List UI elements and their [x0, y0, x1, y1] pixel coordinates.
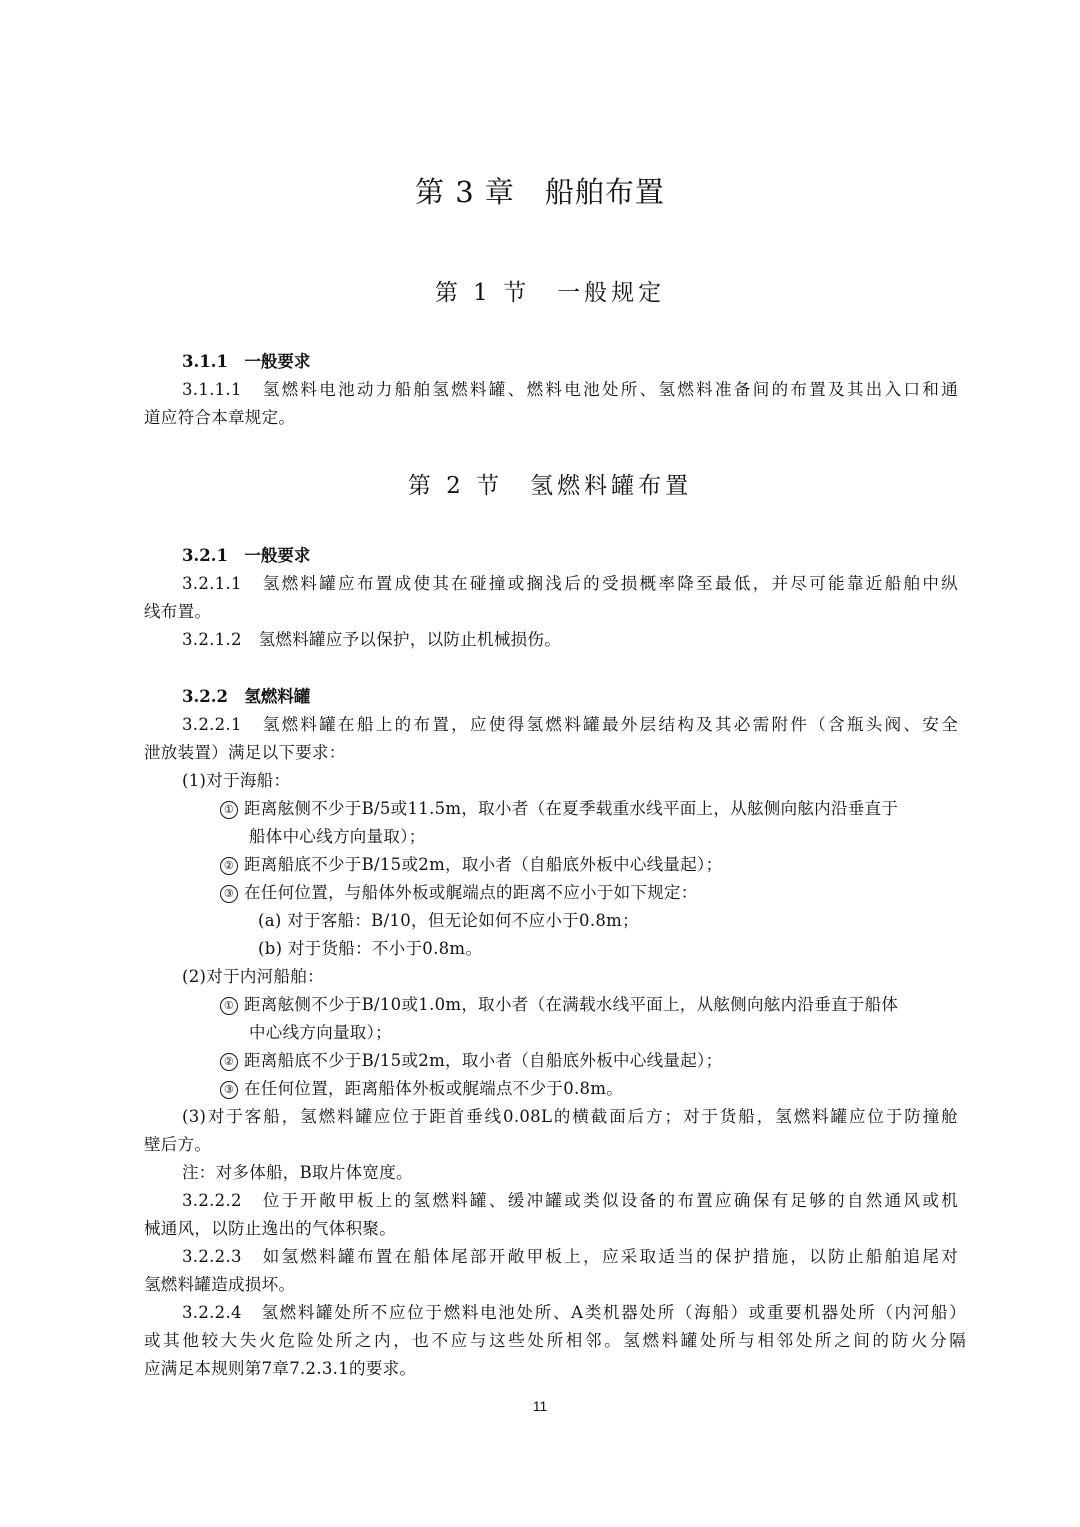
section-1-title: 第 1 节 一般规定	[434, 280, 666, 306]
item-3-line-2: 壁后方。	[144, 1135, 212, 1154]
clause-3-1-1-1-line-2: 道应符合本章规定。	[144, 408, 296, 427]
clause-3-2-2-3-line-1: 3.2.2.3 如氢燃料罐布置在船体尾部开敞甲板上，应采取适当的保护措施，以防止船舶追尾对	[182, 1247, 958, 1266]
circled-number-2: ②	[220, 857, 238, 875]
inland-item-2: ② 距离船底不少于B/15或2m，取小者（自船底外板中心线量起）；	[220, 1047, 722, 1071]
clause-3-2-2-4-line-2: 或其他较大失火危险处所之内，也不应与这些处所相邻。氢燃料罐处所与相邻处所之间的防火分隔	[144, 1331, 966, 1350]
sea-item-1-line-1: ① 距离舷侧不少于B/5或11.5m，取小者（在夏季载重水线平面上，从舷侧向舷内沿垂直于	[220, 795, 898, 819]
circled-number-3: ③	[220, 885, 238, 903]
inland-vessels-heading: (2)对于内河船舶：	[182, 967, 324, 986]
sea-vessels-heading: (1)对于海船：	[182, 771, 291, 790]
clause-3-1-1-heading: 3.1.1 一般要求	[182, 352, 311, 371]
clause-3-2-1-heading: 3.2.1 一般要求	[182, 546, 311, 565]
note: 注：对多体船，B取片体宽度。	[182, 1163, 413, 1182]
inland-item-1-line-1: ① 距离舷侧不少于B/10或1.0m，取小者（在满载水线平面上，从舷侧向舷内沿垂直于船体	[220, 991, 898, 1015]
sea-item-1-line-2: 船体中心线方向量取）；	[249, 827, 426, 846]
clause-3-2-1-2: 3.2.1.2 氢燃料罐应予以保护，以防止机械损伤。	[182, 630, 562, 649]
sea-item-3: ③ 在任何位置，与船体外板或艉端点的距离不应小于如下规定：	[220, 879, 698, 903]
clause-3-1-1-1-line-1: 3.1.1.1 氢燃料电池动力船舶氢燃料罐、燃料电池处所、氢燃料准备间的布置及其出入口和通	[182, 380, 958, 399]
clause-3-2-2-3-line-2: 氢燃料罐造成损坏。	[144, 1275, 296, 1294]
circled-number-1: ①	[220, 801, 238, 819]
sea-item-2: ② 距离船底不少于B/15或2m，取小者（自船底外板中心线量起）；	[220, 851, 722, 875]
clause-3-2-2-2-line-2: 械通风，以防止逸出的气体积聚。	[144, 1219, 396, 1238]
item-3-line-1: (3)对于客船，氢燃料罐应位于距首垂线0.08L的横截面后方；对于货船，氢燃料罐应位于防撞舱	[182, 1107, 958, 1126]
inland-item-3: ③ 在任何位置，距离船体外板或艉端点不少于0.8m。	[220, 1075, 623, 1099]
clause-3-2-1-1-line-2: 线布置。	[144, 602, 212, 621]
clause-3-2-2-heading: 3.2.2 氢燃料罐	[182, 687, 311, 706]
sea-item-3-b: (b) 对于货船：不小于0.8m。	[258, 939, 483, 958]
circled-number-3: ③	[220, 1081, 238, 1099]
page-number: 11	[532, 1398, 548, 1414]
sea-item-3-a: (a) 对于客船：B/10，但无论如何不应小于0.8m；	[258, 911, 639, 930]
clause-3-2-2-1-line-1: 3.2.2.1 氢燃料罐在船上的布置，应使得氢燃料罐最外层结构及其必需附件（含瓶头阀、安全	[182, 715, 958, 734]
circled-number-1: ①	[220, 997, 238, 1015]
clause-3-2-2-4-line-1: 3.2.2.4 氢燃料罐处所不应位于燃料电池处所、A类机器处所（海船）或重要机器处所（内河船）	[182, 1303, 966, 1322]
clause-3-2-2-1-line-2: 泄放装置）满足以下要求：	[144, 743, 346, 762]
clause-3-2-2-2-line-1: 3.2.2.2 位于开敞甲板上的氢燃料罐、缓冲罐或类似设备的布置应确保有足够的自然通风或机	[182, 1191, 958, 1210]
chapter-title: 第 3 章 船舶布置	[415, 175, 665, 209]
section-2-title: 第 2 节 氢燃料罐布置	[407, 473, 693, 499]
clause-3-2-2-4-line-3: 应满足本规则第7章7.2.3.1的要求。	[144, 1359, 417, 1378]
inland-item-1-line-2: 中心线方向量取）；	[249, 1023, 392, 1042]
clause-3-2-1-1-line-1: 3.2.1.1 氢燃料罐应布置成使其在碰撞或搁浅后的受损概率降至最低，并尽可能靠近船舶中纵	[182, 574, 958, 593]
circled-number-2: ②	[220, 1053, 238, 1071]
